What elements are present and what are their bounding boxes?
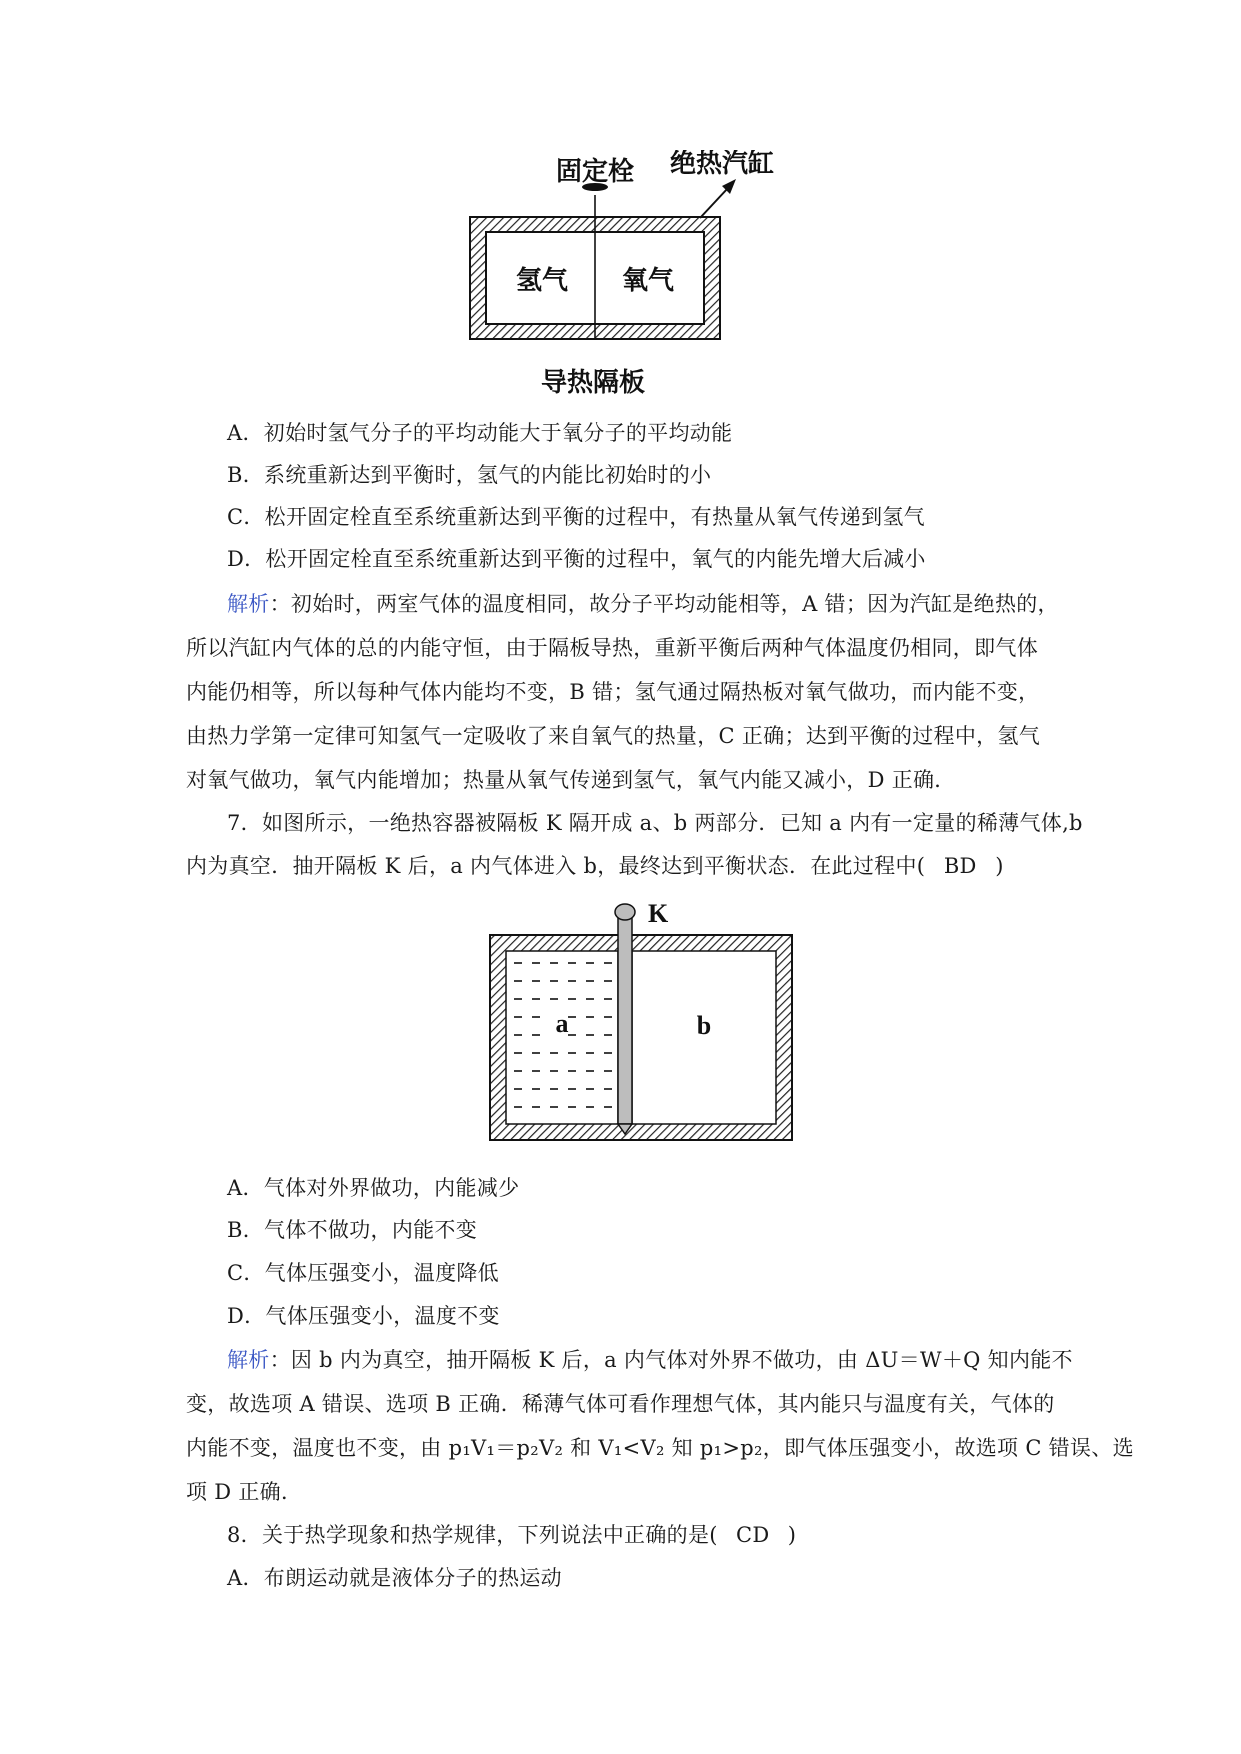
q6-analysis-line3: 内能仍相等，所以每种气体内能均不变，B 错；氢气通过隔热板对氧气做功，而内能不变， (186, 680, 1040, 704)
q7-stem-line1: 7．如图所示，一绝热容器被隔板 K 隔开成 a、b 两部分．已知 a 内有一定量的稀薄气体,b (227, 811, 1083, 835)
label-oxygen: 氧气 (621, 266, 675, 296)
analysis-label: 解析 (227, 592, 270, 616)
q8-stem-text: 8．关于热学现象和热学规律，下列说法中正确的是( (227, 1523, 718, 1547)
label-a: a (555, 1009, 569, 1038)
q6-option-d: D．松开固定栓直至系统重新达到平衡的过程中，氧气的内能先增大后减小 (227, 547, 926, 571)
q6-option-c: C．松开固定栓直至系统重新达到平衡的过程中，有热量从氧气传递到氢气 (227, 505, 925, 529)
label-hydrogen: 氢气 (515, 266, 569, 296)
q8-stem-close: ) (787, 1523, 797, 1547)
partition-k (618, 914, 632, 1124)
figure-container (480, 898, 810, 1148)
cylinder-arrow (700, 188, 728, 218)
q7-stem-close: ) (995, 854, 1004, 878)
q7-option-c: C．气体压强变小，温度降低 (227, 1261, 499, 1285)
q7-option-a: A．气体对外界做功，内能减少 (227, 1176, 520, 1200)
q7-stem-line2 (186, 851, 1066, 881)
q7-option-b: B．气体不做功，内能不变 (227, 1218, 478, 1242)
q6-analysis-line2: 所以汽缸内气体的总的内能守恒，由于隔板导热，重新平衡后两种气体温度仍相同，即气体 (186, 636, 1038, 660)
q7-analysis-line3: 内能不变，温度也不变，由 p₁V₁＝p₂V₂ 和 V₁<V₂ 知 p₁>p₂，即气体压强变小，故选项 C 错误、选 (186, 1436, 1134, 1460)
q6-analysis-line1 (227, 589, 1107, 619)
label-k: K (648, 899, 669, 928)
figure-cylinder (460, 150, 820, 410)
q8-option-a: A．布朗运动就是液体分子的热运动 (227, 1566, 562, 1590)
q6-option-a: A．初始时氢气分子的平均动能大于氧分子的平均动能 (227, 421, 733, 445)
label-bolt: 固定栓 (555, 157, 635, 187)
q7-analysis-line2: 变，故选项 A 错误、选项 B 正确．稀薄气体可看作理想气体，其内能只与温度有关，气体的 (186, 1392, 1055, 1416)
q6-option-b: B．系统重新达到平衡时，氢气的内能比初始时的小 (227, 463, 712, 487)
q8-stem (227, 1520, 1107, 1550)
k-knob-icon (615, 904, 635, 920)
q7-answer: BD (943, 854, 977, 878)
q7-stem-text: 内为真空．抽开隔板 K 后，a 内气体进入 b，最终达到平衡状态．在此过程中( (186, 854, 926, 878)
q6-analysis-line5: 对氧气做功，氧气内能增加；热量从氧气传递到氢气，氧气内能又减小，D 正确． (186, 768, 956, 792)
q7-analysis-line4: 项 D 正确． (186, 1480, 303, 1504)
q7-option-d: D．气体压强变小，温度不变 (227, 1304, 500, 1328)
label-plate: 导热隔板 (540, 368, 646, 398)
q7-analysis-line1 (227, 1345, 1107, 1375)
analysis-label: 解析 (227, 1348, 270, 1372)
q6-analysis-line4: 由热力学第一定律可知氢气一定吸收了来自氧气的热量，C 正确；达到平衡的过程中，氢气 (186, 724, 1041, 748)
label-cylinder: 绝热汽缸 (670, 150, 775, 179)
analysis-text: ：因 b 内为真空，抽开隔板 K 后，a 内气体对外界不做功，由 ΔU＝W＋Q 知内能不 (269, 1348, 1073, 1372)
analysis-text: ：初始时，两室气体的温度相同，故分子平均动能相等，A 错；因为汽缸是绝热的， (269, 592, 1059, 616)
q8-answer: CD (736, 1523, 770, 1547)
label-b: b (696, 1011, 712, 1040)
